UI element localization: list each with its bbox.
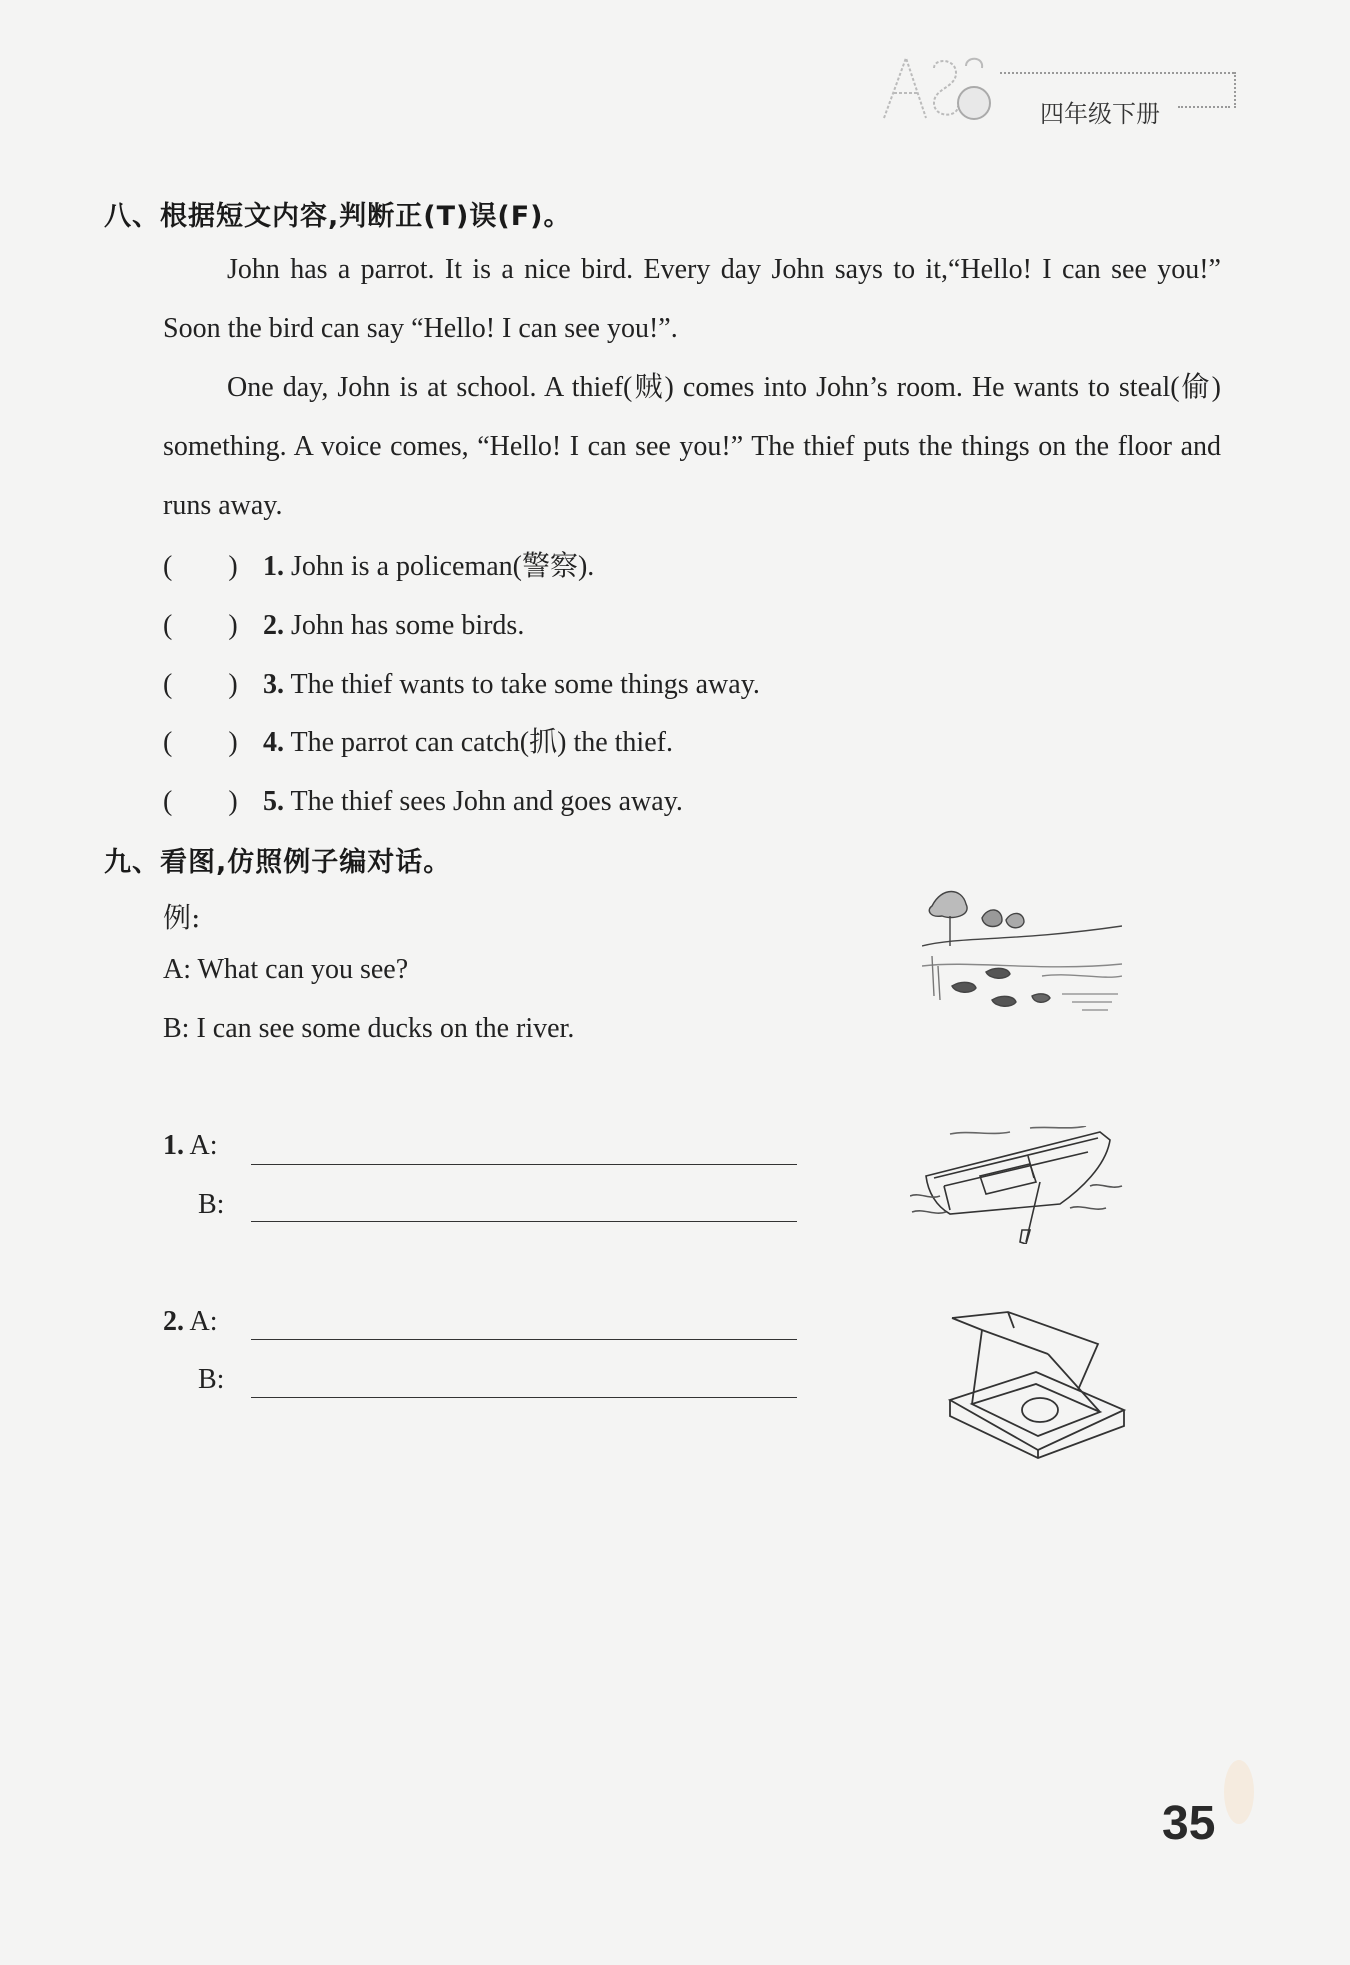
passage-paragraph-2: One day, John is at school. A thief(贼) comes into John’s room. He wants to steal(偷) something. A voice comes, “Hello! I can see you!” The thief puts the things on the floor and runs away. xyxy=(163,372,1221,521)
page-number: 35 xyxy=(1162,1797,1216,1850)
example-question: A: What can you see? xyxy=(163,954,409,985)
passage-paragraph-1: John has a parrot. It is a nice bird. Every day John says to it,“Hello! I can see you!” Soon the bird can say “Hello! I can see you!”. xyxy=(163,254,1221,344)
answer-blank[interactable]: ( ) xyxy=(163,786,238,817)
answer-blank[interactable]: ( ) xyxy=(163,669,238,700)
item-number: 2. xyxy=(263,610,284,641)
item-number: 1. xyxy=(263,551,284,582)
reading-passage xyxy=(163,240,1221,535)
header-dots xyxy=(1178,106,1230,108)
answer-line-2b[interactable] xyxy=(251,1397,797,1398)
example-answer: B: I can see some ducks on the river. xyxy=(163,1013,575,1044)
speaker-a-label: A: xyxy=(189,1306,218,1337)
header-rule-vertical xyxy=(1234,72,1236,108)
tf-item xyxy=(163,662,760,702)
tf-item xyxy=(163,603,524,643)
item-text: John has some birds. xyxy=(284,610,525,641)
book-logo xyxy=(876,48,1006,128)
answer-blank[interactable]: ( ) xyxy=(163,727,238,758)
tf-item xyxy=(163,544,594,584)
item-number: 5. xyxy=(263,786,284,817)
header-rule xyxy=(1000,72,1234,74)
question-number: 1. xyxy=(163,1130,184,1161)
question-number: 2. xyxy=(163,1306,184,1337)
item-text: The parrot can catch(抓) the thief. xyxy=(284,727,673,758)
item-number: 4. xyxy=(263,727,284,758)
river-ducks-picture xyxy=(922,876,1122,1022)
answer-blank[interactable]: ( ) xyxy=(163,610,238,641)
page-number-decoration xyxy=(1224,1760,1254,1824)
section-8-heading: 八、根据短文内容,判断正(T)误(F)。 xyxy=(104,201,572,232)
answer-line-1b[interactable] xyxy=(251,1221,797,1222)
item-text: John is a policeman(警察). xyxy=(284,551,595,582)
box-picture xyxy=(948,1310,1128,1460)
speaker-b-label: B: xyxy=(198,1364,225,1395)
speaker-b-label: B: xyxy=(198,1189,225,1220)
item-text: The thief wants to take some things away. xyxy=(284,669,760,700)
tf-item xyxy=(163,779,683,819)
section-9-heading: 九、看图,仿照例子编对话。 xyxy=(104,847,452,878)
speaker-a-label: A: xyxy=(189,1130,218,1161)
question-2-b xyxy=(198,1364,224,1396)
answer-line-2a[interactable] xyxy=(251,1339,797,1340)
question-1-b xyxy=(198,1189,224,1221)
grade-label: 四年级下册 xyxy=(1040,100,1160,128)
example-label: 例: xyxy=(163,901,201,934)
answer-blank[interactable]: ( ) xyxy=(163,551,238,582)
item-number: 3. xyxy=(263,669,284,700)
question-2-a xyxy=(163,1306,217,1338)
item-text: The thief sees John and goes away. xyxy=(284,786,683,817)
boat-picture xyxy=(910,1126,1126,1244)
answer-line-1a[interactable] xyxy=(251,1164,797,1165)
tf-item xyxy=(163,720,673,760)
question-1-a xyxy=(163,1130,217,1162)
